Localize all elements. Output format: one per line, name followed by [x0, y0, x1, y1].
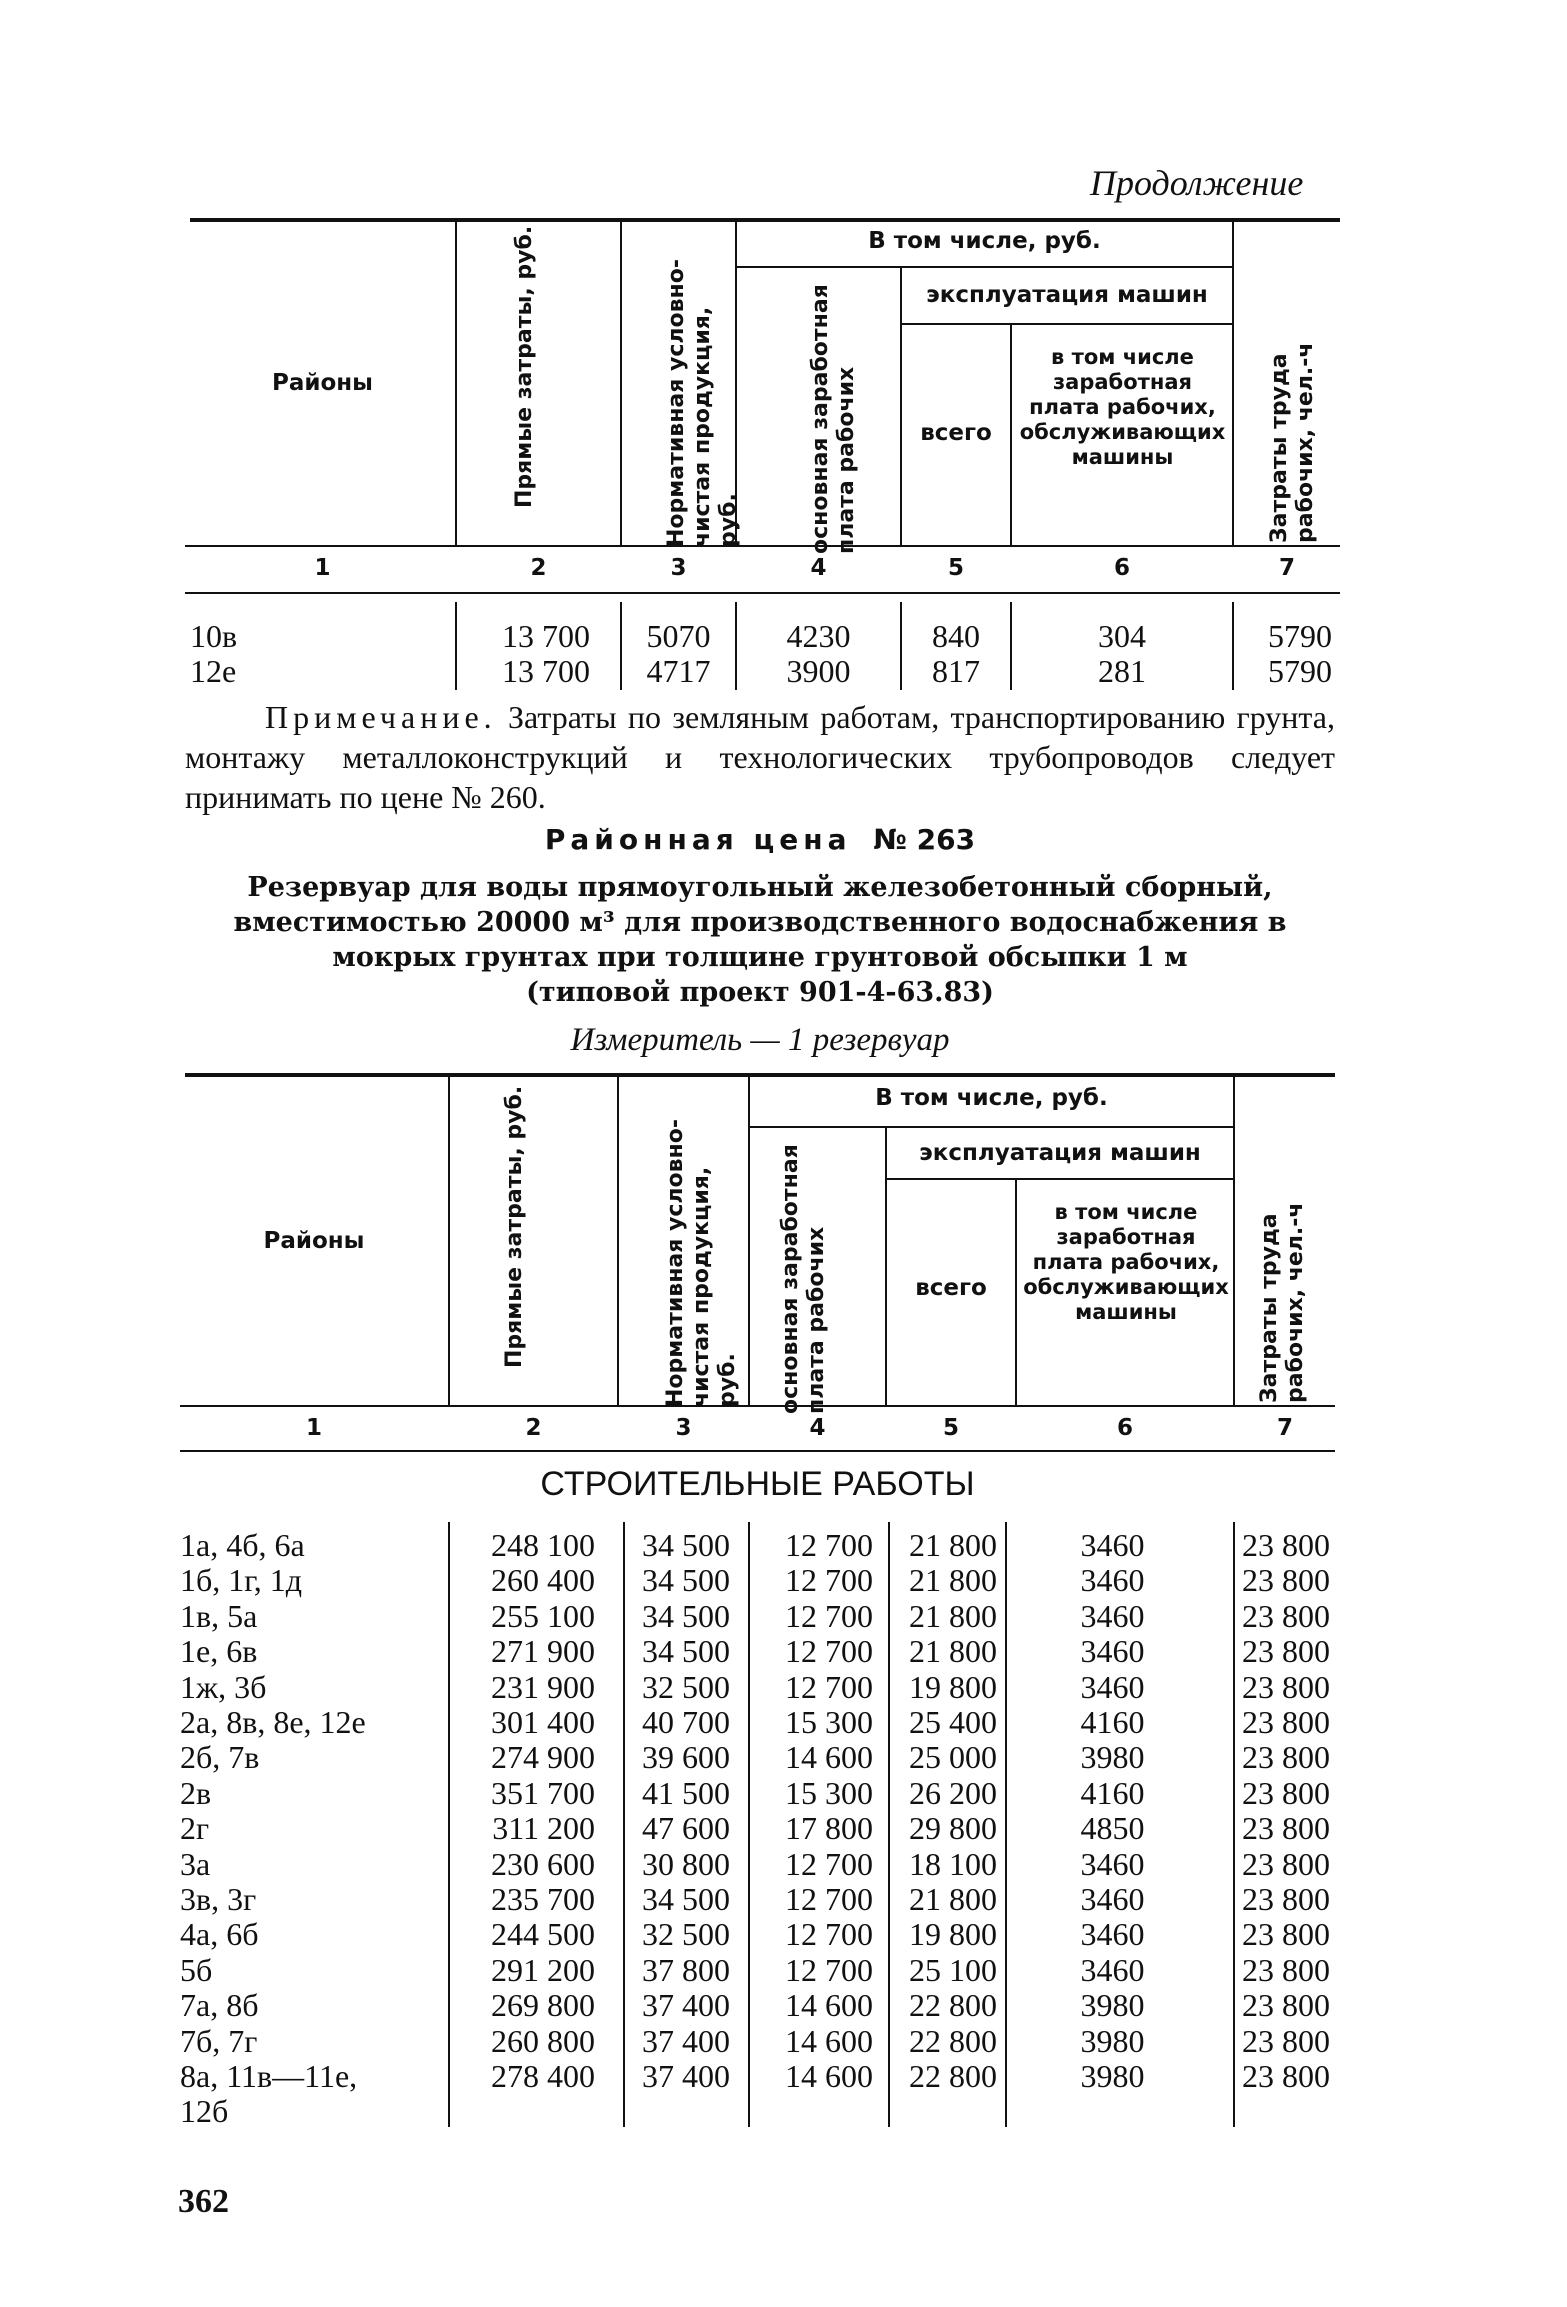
header-vsego: всего	[920, 420, 992, 446]
col-number: 6	[1116, 1415, 1133, 1441]
table-cell: 4160	[1080, 1774, 1145, 1811]
table-cell: 3460	[1080, 1633, 1145, 1670]
col-number: 3	[675, 1415, 692, 1441]
row-label: 2а, 8в, 8е, 12е	[180, 1704, 366, 1740]
table-cell: 47 600	[642, 1810, 730, 1847]
table-cell: 22 800	[909, 1987, 997, 2024]
table-cell: 23 800	[1242, 1668, 1330, 1705]
table-cell: 17 800	[785, 1810, 873, 1847]
table-cell: 3460	[1080, 1668, 1145, 1705]
table-cell: 19 800	[909, 1668, 997, 1705]
table-cell: 41 500	[642, 1774, 730, 1811]
col-number: 1	[314, 555, 331, 581]
table-cell: 39 600	[642, 1739, 730, 1776]
price-title: Резервуар для воды прямоугольный железобетонный сборный, вместимостью 20000 м³ для производственного водоснабжения в мокрых грунтах при толщине грунтовой обсыпки 1 м (типовой проект 901-4-63.83)	[233, 872, 1287, 1008]
table-cell: 34 500	[642, 1527, 730, 1563]
meter: Измеритель — 1 резервуар	[570, 1022, 950, 1058]
table-cell: 21 800	[909, 1562, 997, 1599]
table-cell: 19 800	[909, 1916, 997, 1953]
continuation-label: Продолжение	[1090, 163, 1304, 203]
col-number: 3	[670, 555, 687, 581]
table-cell: 23 800	[1242, 1881, 1330, 1917]
table-cell: 37 400	[642, 1987, 730, 2024]
table-cell: 14 600	[785, 1987, 873, 2024]
header-rayony: Районы	[263, 1228, 365, 1254]
table-cell: 23 800	[1242, 1597, 1330, 1634]
table-cell: 34 500	[642, 1881, 730, 1917]
table-cell: 12 700	[785, 1916, 873, 1953]
table-cell: 230 600	[491, 1845, 595, 1882]
table-cell: 23 800	[1242, 1704, 1330, 1740]
table-cell: 3460	[1080, 1881, 1145, 1917]
table-cell: 260 400	[491, 1562, 595, 1599]
col-number: 1	[305, 1415, 322, 1441]
section-title: СТРОИТЕЛЬНЫЕ РАБОТЫ	[540, 1465, 975, 1503]
table-cell: 12 700	[785, 1951, 873, 1988]
table-cell: 23 800	[1242, 1633, 1330, 1670]
table-cell: 260 800	[491, 2022, 595, 2059]
table-cell: 231 900	[491, 1668, 595, 1705]
header-pryamye: Прямые затраты, руб.	[502, 1085, 527, 1368]
table-cell: 23 800	[1242, 1951, 1330, 1988]
table-cell: 37 400	[642, 2022, 730, 2059]
table-cell: 29 800	[909, 1810, 997, 1847]
table-cell: 3460	[1080, 1951, 1145, 1988]
table-cell: 274 900	[491, 1739, 595, 1776]
table-cell: 14 600	[785, 2022, 873, 2059]
table-cell: 23 800	[1242, 1739, 1330, 1776]
note-label: Примечание.	[265, 699, 497, 735]
table-cell: 25 400	[909, 1704, 997, 1740]
table-cell: 255 100	[491, 1597, 595, 1634]
row-label: 1в, 5а	[180, 1597, 258, 1634]
table-cell: 23 800	[1242, 2058, 1330, 2094]
table-cell: 26 200	[909, 1774, 997, 1811]
table-cell: 351 700	[491, 1774, 595, 1811]
table-cell: 3980	[1080, 1987, 1145, 2024]
header-pryamye: Прямые затраты, руб.	[512, 225, 537, 508]
price-heading-number: № 263	[873, 823, 976, 856]
table-cell: 14 600	[785, 2058, 873, 2094]
table-cell: 22 800	[909, 2058, 997, 2094]
table-cell: 32 500	[642, 1916, 730, 1953]
table-cell: 12 700	[785, 1527, 873, 1563]
header-zatraty-truda: Затраты труда рабочих, чел.-ч	[1267, 342, 1318, 543]
table-cell: 3460	[1080, 1845, 1145, 1882]
table-cell: 23 800	[1242, 1845, 1330, 1882]
col-number: 2	[530, 555, 547, 581]
table-cell: 23 800	[1242, 1810, 1330, 1847]
col-number: 4	[810, 555, 827, 581]
table-cell: 4160	[1080, 1704, 1145, 1740]
header-osnovnaya: основная заработная плата рабочих	[778, 1144, 829, 1414]
row-label: 7б, 7г	[180, 2022, 258, 2059]
table-cell: 18 100	[909, 1845, 997, 1882]
table-cell: 3980	[1080, 2022, 1145, 2059]
row-label: 3в, 3г	[180, 1881, 257, 1917]
table-cell: 37 800	[642, 1951, 730, 1988]
table-cell: 32 500	[642, 1668, 730, 1705]
row-label: 1е, 6в	[180, 1633, 258, 1670]
table-cell: 3460	[1080, 1916, 1145, 1953]
table-cell: 14 600	[785, 1739, 873, 1776]
header-normativnaya: Нормативная условно-чистая продукция, руб.	[663, 1119, 740, 1407]
table-cell: 21 800	[909, 1633, 997, 1670]
table-cell: 23 800	[1242, 1916, 1330, 1953]
row-label: 5б	[180, 1951, 213, 1988]
header-vsego: всего	[915, 1275, 987, 1301]
table-cell: 301 400	[491, 1704, 595, 1740]
price-heading-text: Районная цена	[544, 823, 852, 856]
header-rayony: Районы	[272, 370, 373, 396]
row-label: 1ж, 3б	[180, 1668, 267, 1705]
table-cell: 12 700	[785, 1668, 873, 1705]
row-label: 7а, 8б	[180, 1987, 259, 2024]
table-cell: 30 800	[642, 1845, 730, 1882]
header-v-tom-chisle: В том числе, руб.	[868, 228, 1101, 254]
table-cell: 248 100	[491, 1527, 595, 1563]
col-number: 5	[942, 1415, 959, 1441]
note	[185, 697, 1335, 817]
table-cell: 3460	[1080, 1597, 1145, 1634]
table-cell: 12 700	[785, 1633, 873, 1670]
table-cell: 23 800	[1242, 1774, 1330, 1811]
table-cell: 15 300	[785, 1774, 873, 1811]
table-cell: 25 000	[909, 1739, 997, 1776]
table-cell: 34 500	[642, 1562, 730, 1599]
row-label: 1б, 1г, 1д	[180, 1562, 303, 1599]
table-cell: 3460	[1080, 1562, 1145, 1599]
table-cell: 244 500	[491, 1916, 595, 1953]
price-heading	[185, 823, 1335, 856]
page-number: 362	[178, 2183, 229, 2220]
header-ekspluatatsiya: эксплуатация машин	[926, 282, 1208, 308]
table-cell: 23 800	[1242, 1987, 1330, 2024]
header-v-tom-chisle-zp: в том числе заработная плата рабочих, обслуживающих машины	[1019, 345, 1226, 469]
col-number: 5	[947, 555, 964, 581]
table-cell: 23 800	[1242, 1562, 1330, 1599]
table-cell: 235 700	[491, 1881, 595, 1917]
table-cell: 3460	[1080, 1527, 1145, 1563]
table-cell: 34 500	[642, 1597, 730, 1634]
table-cell: 37 400	[642, 2058, 730, 2094]
header-normativnaya: Нормативная условно-чистая продукция, руб.	[664, 259, 741, 547]
row-label: 1а, 4б, 6а	[180, 1527, 305, 1563]
table-cell: 23 800	[1242, 1527, 1330, 1563]
col-number: 7	[1278, 555, 1295, 581]
header-osnovnaya: основная заработная плата рабочих	[808, 284, 859, 554]
col-number: 6	[1113, 555, 1130, 581]
table-cell: 12 700	[785, 1881, 873, 1917]
table-cell: 40 700	[642, 1704, 730, 1740]
header-ekspluatatsiya: эксплуатация машин	[919, 1140, 1201, 1166]
table-cell: 23 800	[1242, 2022, 1330, 2059]
row-label: 2б, 7в	[180, 1739, 260, 1776]
table-cell: 271 900	[491, 1633, 595, 1670]
col-number: 4	[809, 1415, 826, 1441]
table-cell: 291 200	[491, 1951, 595, 1988]
row-label: 3а	[180, 1845, 211, 1882]
table-cell: 311 200	[492, 1810, 595, 1847]
col-number: 2	[525, 1415, 542, 1441]
table-cell: 21 800	[909, 1597, 997, 1634]
table-cell: 34 500	[642, 1633, 730, 1670]
table-cell: 3980	[1080, 2058, 1145, 2094]
table-cell: 12 700	[785, 1597, 873, 1634]
table-cell: 12 700	[785, 1562, 873, 1599]
table-cell: 15 300	[785, 1704, 873, 1740]
row-label-continuation: 12б	[180, 2093, 229, 2130]
header-v-tom-chisle-zp: в том числе заработная плата рабочих, обслуживающих машины	[1023, 1200, 1229, 1324]
row-label: 2в	[180, 1774, 212, 1811]
table-cell: 4850	[1080, 1810, 1145, 1847]
table-cell: 21 800	[909, 1527, 997, 1563]
table-cell: 12 700	[785, 1845, 873, 1882]
row-label: 4а, 6б	[180, 1916, 259, 1953]
row-label: 8а, 11в—11е,	[180, 2058, 358, 2094]
header-v-tom-chisle: В том числе, руб.	[875, 1085, 1108, 1111]
note-text: Затраты по земляным работам, транспортированию грунта, монтажу металлоконструкций и технологических трубопроводов следует принимать по цене № 260.	[185, 699, 1335, 815]
col-number: 7	[1276, 1415, 1293, 1441]
table-cell: 21 800	[909, 1881, 997, 1917]
table-cell: 25 100	[909, 1951, 997, 1988]
row-label: 2г	[180, 1810, 210, 1847]
table-cell: 278 400	[491, 2058, 595, 2094]
table-cell: 22 800	[909, 2022, 997, 2059]
header-zatraty-truda: Затраты труда рабочих, чел.-ч	[1257, 1202, 1308, 1403]
table-cell: 269 800	[491, 1987, 595, 2024]
table-cell: 3980	[1080, 1739, 1145, 1776]
